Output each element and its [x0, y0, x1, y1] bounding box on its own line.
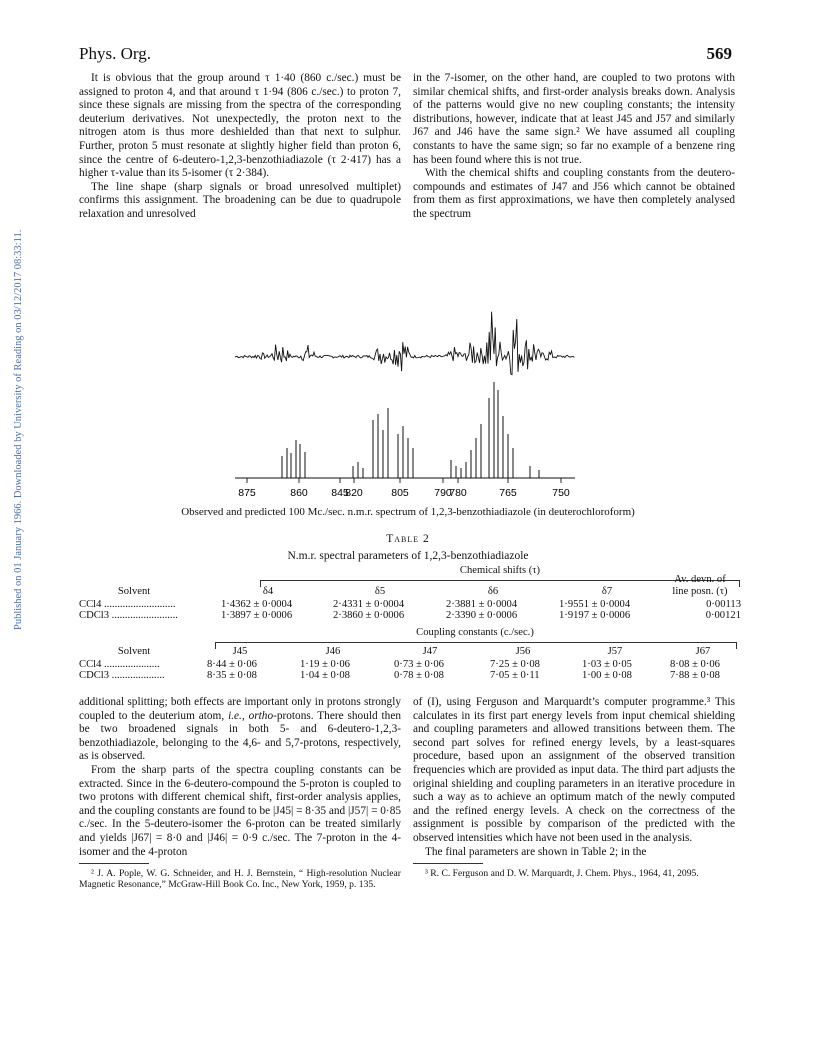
sidebar-note[interactable]: Published on 01 January 1966. Downloaded by University of Reading on 03/12/2017 08:33:11. [13, 229, 24, 630]
solvent-cell: CCl4 ........................... [79, 599, 176, 610]
coupling-col-header: J47 [422, 646, 438, 657]
value-cell: 7·25 ± 0·08 [490, 659, 540, 670]
shift-col-header: δ4 [262, 586, 274, 597]
axis-tick-label: 875 [238, 487, 256, 499]
coupling-table [79, 659, 738, 681]
paragraph: With the chemical shifts and coupling constants from the deutero-compounds and estimates of J47 and J56 which cannot be obtained from them as first approximations, we have then completely analysed the spectrum [413, 167, 735, 220]
column-top-right [413, 72, 735, 222]
table-title: Table 2 [386, 533, 430, 545]
coupling-col-header: J57 [607, 646, 623, 657]
journal-running-head: Phys. Org. [79, 44, 151, 63]
table-row [79, 670, 738, 681]
coupling-group-header: Coupling constants (c./sec.) [416, 627, 534, 638]
axis-tick-label: 860 [290, 487, 308, 499]
value-cell: 2·4331 ± 0·0004 [333, 599, 405, 610]
coupling-col-header: J67 [695, 646, 711, 657]
paragraph [79, 696, 401, 764]
column-top-left [79, 72, 401, 222]
value-cell: 1·04 ± 0·08 [300, 670, 350, 681]
page-number: 569 [706, 44, 732, 63]
paragraph: of (I), using Ferguson and Marquardt’s computer programme.³ This calculates in its first part energy levels from input chemical shielding and coupling parameters and allowed transitions between them. The second part solves for refined energy levels, by a least-squares procedure, based upon an assignment of the observed transition frequencies which are provided as input data. The third part adjusts the original shielding and coupling parameters in an iterative procedure in such a way as to achieve an optimum match of the newly computed and the refined energy levels. A check on the correctness of the assignment is possible by comparison of the predicted with the observed intensities which have not been used in the analysis. [413, 696, 735, 844]
value-cell: 8·35 ± 0·08 [207, 670, 257, 681]
italic-abbrev: i.e., [228, 709, 249, 722]
coupling-col-header: J45 [232, 646, 248, 657]
observed-spectrum-trace [235, 312, 574, 375]
value-cell: 0·00113 [706, 599, 741, 610]
paragraph: It is obvious that the group around τ 1·40 (860 c./sec.) must be assigned to proton 4, and that around τ 1·94 (806 c./sec.) to proton 7, since these signals are missing from the spectra of the corresponding deuterium derivatives. Not unexpectedly, the proton next to the nitrogen atom is thus more deshielded than that next to sulphur. Further, proton 5 must resonate at slightly higher field than proton 6, since the centre of 6-deutero-1,2,3-benzothiadiazole (τ 2·417) has a higher τ-value than its 5-isomer (τ 2·384). [79, 72, 401, 180]
value-cell: 8·08 ± 0·06 [670, 659, 720, 670]
solvent-header: Solvent [117, 586, 151, 597]
table-row [79, 599, 741, 610]
value-cell: 1·00 ± 0·08 [582, 670, 632, 681]
solvent-cell: CDCl3 ......................... [79, 610, 178, 621]
axis-tick-label: 845 [331, 487, 349, 499]
footnote-rule [79, 863, 149, 864]
solvent-cell: CCl4 ..................... [79, 659, 160, 670]
shifts-group-header: Chemical shifts (τ) [459, 565, 541, 576]
avdevn-header [655, 574, 745, 598]
shift-col-header: δ5 [374, 586, 386, 597]
axis-tick-label: 780 [449, 487, 467, 499]
value-cell: 1·9551 ± 0·0004 [559, 599, 631, 610]
axis-ticks [238, 478, 570, 499]
axis-tick-label: 820 [345, 487, 363, 499]
value-cell: 2·3860 ± 0·0006 [333, 610, 405, 621]
paragraph: in the 7-isomer, on the other hand, are coupled to two protons with similar chemical shifts, and first-order analysis breaks down. Analysis of the patterns would give no new coupling constants; the intensity distributions, however, indicate that at least J45 and J57 and similarly J67 and J46 have the same sign.² We have assumed all coupling constants to have the same sign; so far no example of a benzene ring has been found where this is not true. [413, 72, 735, 166]
value-cell: 1·9197 ± 0·0006 [559, 610, 631, 621]
solvent-header: Solvent [117, 646, 151, 657]
footnote: ³ R. C. Ferguson and D. W. Marquardt, J. Chem. Phys., 1964, 41, 2095. [425, 868, 699, 880]
value-cell: 8·44 ± 0·06 [207, 659, 257, 670]
value-cell: 7·88 ± 0·08 [670, 670, 720, 681]
paragraph-text: additional splitting; both effects are important only in protons strongly coupled to the deuterium atom, i.e., ortho-protons. There should then be two broadened signals in both 5- and 6-deutero-1,2,3-benzothiadiazole, belonging to the 4,6- and 5,7-protons, respectively, as is observed. [79, 696, 401, 763]
paragraph: The line shape (sharp signals or broad unresolved multiplet) confirms this assignment. The broadening can be due to quadrupole relaxation and unresolved [79, 180, 401, 220]
predicted-stick-spectrum [282, 382, 539, 478]
table-subtitle: N.m.r. spectral parameters of 1,2,3-benzothiadiazole [287, 550, 529, 562]
value-cell: 0·73 ± 0·06 [394, 659, 444, 670]
shift-col-header: δ6 [487, 586, 499, 597]
value-cell: 2·3881 ± 0·0004 [446, 599, 518, 610]
nmr-spectrum-figure [230, 282, 590, 504]
value-cell: 1·4362 ± 0·0004 [221, 599, 293, 610]
column-bottom-left [79, 696, 401, 891]
coupling-col-header: J46 [325, 646, 341, 657]
column-bottom-right [413, 696, 735, 879]
value-cell: 0·78 ± 0·08 [394, 670, 444, 681]
value-cell: 1·3897 ± 0·0006 [221, 610, 293, 621]
shift-col-header: δ7 [601, 586, 613, 597]
value-cell: 0·00121 [705, 610, 741, 621]
axis-tick-label: 765 [499, 487, 517, 499]
footnote-rule [413, 863, 483, 864]
publication-sidebar [4, 229, 24, 640]
value-cell: 7·05 ± 0·11 [490, 670, 540, 681]
paragraph: From the sharp parts of the spectra coupling constants can be extracted. Since in the 6-deutero-compound the 5-proton is coupled to two protons with different chemical shift, first-order analysis applies, and the coupling constants are found to be |J45| = 8·35 and |J57| = 0·85 c./sec. In the 5-deutero-isomer the 6-proton can be treated similarly and yields |J67| = 8·0 and |J46| = 0·9 c./sec. The 7-proton in the 4-isomer and the 4-proton [79, 763, 401, 858]
italic-term: ortho [248, 709, 274, 722]
solvent-cell: CDCl3 .................... [79, 670, 165, 681]
figure-caption: Observed and predicted 100 Mc./sec. n.m.r. spectrum of 1,2,3-benzothiadiazole (in deuterochloroform) [181, 506, 635, 518]
value-cell: 1·19 ± 0·06 [300, 659, 350, 670]
coupling-col-header: J56 [515, 646, 531, 657]
axis-tick-label: 805 [391, 487, 409, 499]
group-brace [215, 642, 737, 649]
avdevn-header-line: Av. devn. of [674, 574, 726, 585]
shift-table [79, 599, 741, 621]
table-row [79, 659, 738, 670]
footnote: ² J. A. Pople, W. G. Schneider, and H. J. Bernstein, “ High-resolution Nuclear Magnetic Resonance,” McGraw-Hill Book Co. Inc., New York, 1959, p. 135. [79, 868, 401, 891]
table-row [79, 610, 741, 621]
axis-tick-label: 790 [434, 487, 452, 499]
value-cell: 2·3390 ± 0·0006 [446, 610, 518, 621]
paragraph: The final parameters are shown in Table 2; in the [425, 845, 647, 858]
axis-tick-label: 750 [552, 487, 570, 499]
avdevn-header-line: line posn. (τ) [672, 586, 728, 597]
value-cell: 1·03 ± 0·05 [582, 659, 632, 670]
